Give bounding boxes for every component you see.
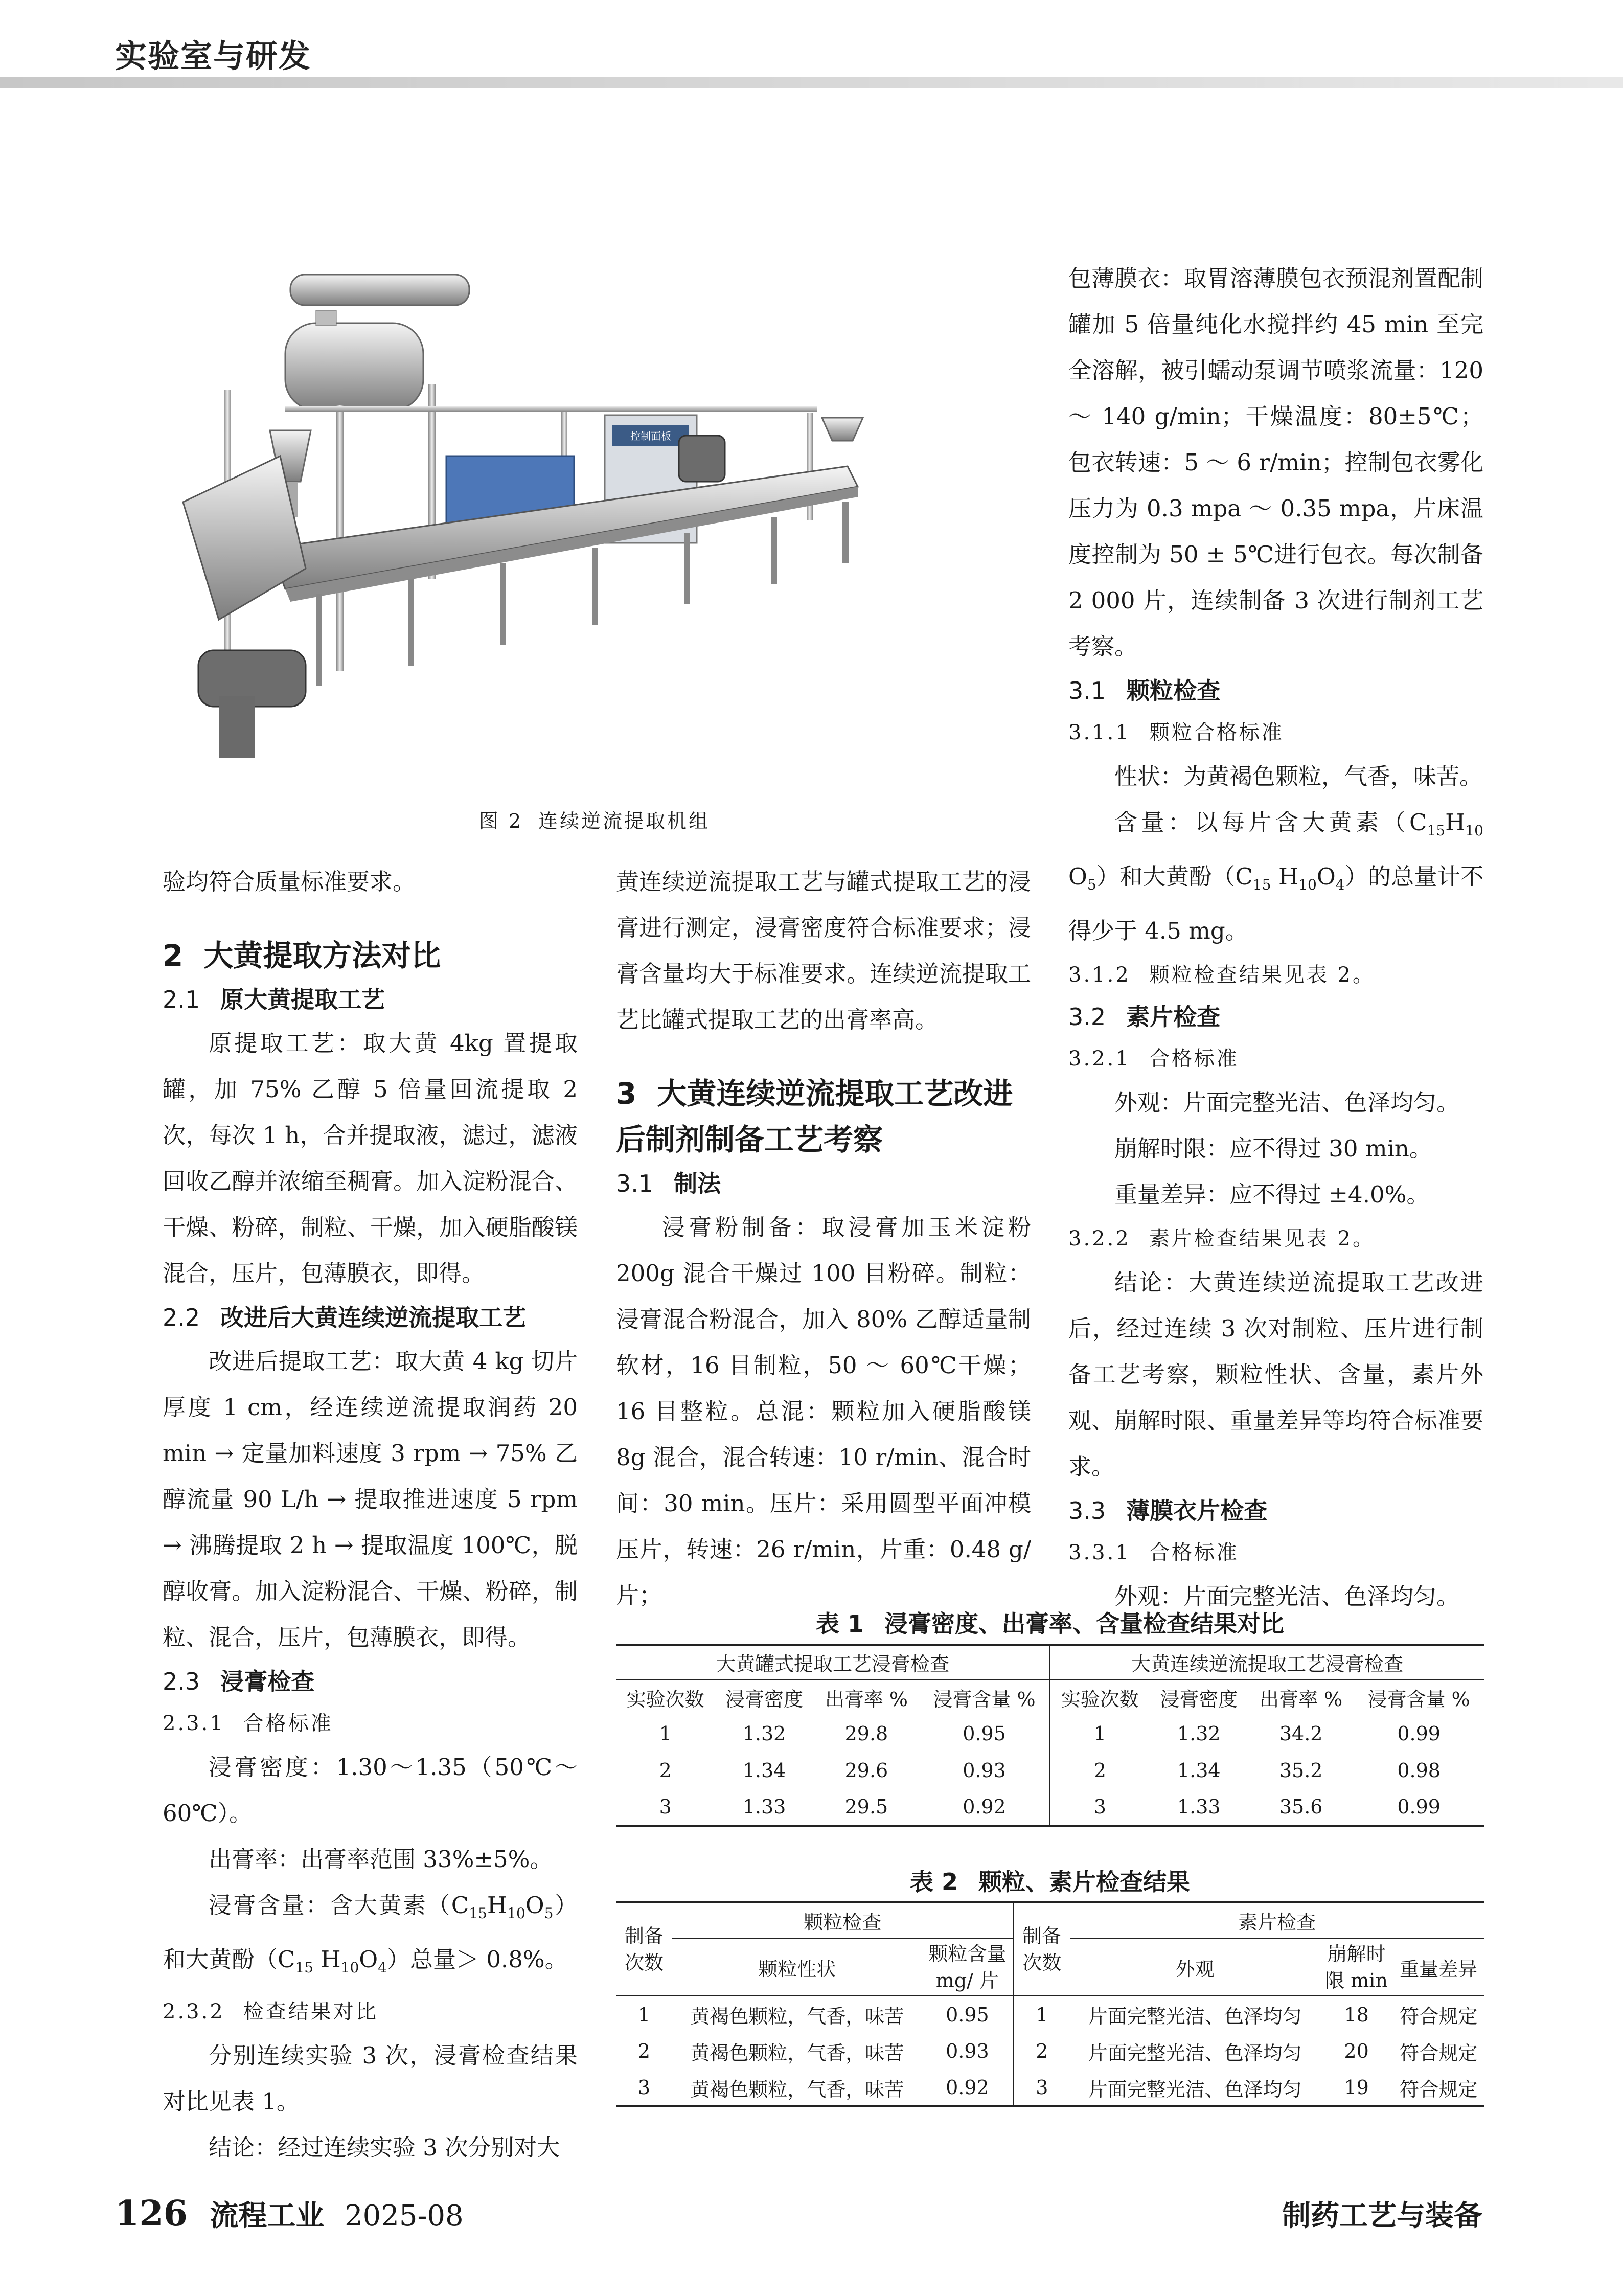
figure-caption-text: 连续逆流提取机组 [538,810,711,832]
table1 [616,1644,1484,1827]
table1-caption: 表 1 浸膏密度、出膏率、含量检查结果对比 [815,1610,1285,1638]
table-row [616,2033,1484,2070]
paragraph: 外观：片面完整光洁、色泽均匀。 [1114,1089,1460,1116]
table2-col-header: 颗粒含量 mg/ 片 [922,1939,1014,1996]
paragraph: 分别连续实验 3 次，浸膏检查结果对比见表 1。 [163,2042,578,2115]
page-footer-left [115,2193,464,2234]
table2-group-tablet: 素片检查 [1070,1902,1484,1939]
subsection-heading: 3.3 薄膜衣片检查 [1068,1497,1268,1525]
table-row [616,1996,1484,2033]
table-cell: 1.33 [1177,1795,1221,1818]
subsection-heading: 2.1 原大黄提取工艺 [163,986,385,1013]
table-cell: 1.32 [742,1722,786,1745]
table2-col-header: 崩解时 限 min [1320,1939,1393,1996]
subsection-heading: 2.2 改进后大黄连续逆流提取工艺 [163,1304,527,1331]
table2-prep-header: 制备 次数 [1013,1902,1070,1996]
paragraph: 重量差异：应不得过 ±4.0%。 [1114,1181,1430,1208]
table1-col-header: 实验次数 [1061,1688,1139,1711]
table-cell: 35.2 [1279,1759,1323,1782]
paragraph: 性状：为黄褐色颗粒，气香，味苦。 [1114,763,1483,790]
header-bar [0,77,1623,88]
page-footer-right: 制药工艺与装备 [1282,2199,1482,2233]
subsection-heading: 2.3 浸膏检查 [163,1668,315,1695]
paragraph: 结论：经过连续实验 3 次分别对大 [209,2134,560,2161]
table2-col-header: 颗粒性状 [672,1939,922,1996]
subsubsection-heading: 3.1.2 颗粒检查结果见表 2。 [1068,963,1375,987]
table-cell: 符合规定 [1400,2005,1478,2028]
table-cell: 2 [659,1759,672,1782]
table-cell: 20 [1344,2040,1369,2062]
table-cell: 0.95 [946,2003,989,2026]
table-cell: 18 [1344,2003,1369,2026]
subsubsection-heading: 3.3.1 合格标准 [1068,1541,1239,1564]
subsection-heading: 3.1 制法 [616,1170,721,1197]
journal-name: 流程工业 [210,2199,325,2233]
figure-caption [163,805,1026,833]
section-heading: 3 大黄连续逆流提取工艺改进 [616,1076,1013,1111]
table-cell: 0.92 [946,2076,989,2099]
subsubsection-heading: 2.3.1 合格标准 [163,1712,333,1735]
paragraph: 出膏率：出膏率范围 33%±5%。 [209,1846,553,1873]
table-row [616,1789,1484,1826]
table-cell: 片面完整光洁、色泽均匀 [1088,2078,1302,2101]
table1-col-header: 浸膏密度 [1160,1688,1238,1711]
table-cell: 符合规定 [1400,2041,1478,2064]
right-column [1068,256,1483,1620]
table-cell: 0.95 [919,1715,1050,1752]
table-cell: 片面完整光洁、色泽均匀 [1088,2005,1302,2028]
section-heading-cont: 后制剂制备工艺考察 [616,1122,883,1157]
subsection-heading: 3.2 素片检查 [1068,1003,1221,1031]
table2 [616,1901,1484,2107]
table-cell: 0.93 [919,1752,1050,1789]
subsubsection-heading: 3.2.2 素片检查结果见表 2。 [1068,1227,1375,1251]
paragraph: 浸膏密度：1.30～1.35（50℃～ 60℃）。 [163,1754,578,1827]
table1-col-header: 浸膏密度 [725,1688,804,1711]
table1-group-left: 大黄罐式提取工艺浸膏检查 [616,1645,1050,1679]
extraction-unit-illustration [163,262,1026,799]
table1-group-row [616,1645,1484,1679]
table-cell: 2 [637,2040,651,2062]
journal-issue: 2025-08 [344,2199,464,2233]
subsection-heading: 3.1 颗粒检查 [1068,677,1221,704]
table-cell: 3 [1093,1795,1106,1818]
table-cell: 1 [637,2003,651,2026]
paragraph: 原提取工艺：取大黄 4kg 置提取罐，加 75% 乙醇 5 倍量回流提取 2 次，每次 1 h，合并提取液，滤过，滤液回收乙醇并浓缩至稠膏。加入淀粉混合、干燥、粉碎，制粒、干燥，加入硬脂酸镁混合，压片，包薄膜衣，即得。 [163,1030,578,1287]
paragraph: 验均符合质量标准要求。 [163,868,416,895]
table-cell: 29.6 [844,1759,888,1782]
table-row [616,2070,1484,2106]
middle-column [616,859,1031,1619]
table-cell: 29.5 [844,1795,888,1818]
paragraph: 黄连续逆流提取工艺与罐式提取工艺的浸膏进行测定，浸膏密度符合标准要求；浸膏含量均大于标准要求。连续逆流提取工艺比罐式提取工艺的出膏率高。 [616,868,1031,1033]
table2-col-header: 外观 [1070,1939,1320,1996]
table1-col-header: 出膏率 % [825,1688,908,1711]
control-panel-label: 控制面板 [630,430,671,442]
table2-caption: 表 2 颗粒、素片检查结果 [909,1868,1191,1896]
table-cell: 0.92 [919,1789,1050,1826]
table-cell: 19 [1344,2076,1369,2099]
paragraph: 改进后提取工艺：取大黄 4 kg 切片厚度 1 cm，经连续逆流提取润药 20 min → 定量加料速度 3 rpm → 75% 乙醇流量 90 L/h → 提取推进速度 5 rpm → 沸腾提取 2 h → 提取温度 100℃，脱醇收膏。加入淀粉混合、干燥、粉碎，制粒、混合，压片，包薄膜衣，即得。 [163,1348,578,1651]
table-cell: 1.32 [1177,1722,1221,1745]
table2-group-row [616,1902,1484,1939]
table-cell: 3 [1013,2070,1070,2106]
table-cell: 2 [1093,1759,1106,1782]
table-row [616,1715,1484,1752]
table1-header-row [616,1679,1484,1715]
table-cell: 黄褐色颗粒，气香，味苦 [690,2078,904,2101]
table-cell: 29.8 [844,1722,888,1745]
paragraph: 崩解时限：应不得过 30 min。 [1114,1135,1432,1162]
table-cell: 3 [659,1795,672,1818]
table-cell: 0.99 [1397,1795,1441,1818]
table-cell: 1 [1013,1996,1070,2033]
paragraph: 包薄膜衣：取胃溶薄膜包衣预混剂置配制罐加 5 倍量纯化水搅拌约 45 min 至完全溶解，被引蠕动泵调节喷浆流量：120 ～ 140 g/min；干燥温度：80±5℃；包衣转速：5 ～ 6 r/min；控制包衣雾化压力为 0.3 mpa ～ 0.35 mpa，片床温度控制为 50 ± 5℃进行包衣。每次制备 2 000 片，连续制备 3 次进行制剂工艺考察。 [1068,265,1483,660]
table2-prep-header: 制备 次数 [616,1902,672,1996]
page-number: 126 [115,2193,188,2234]
paragraph: 结论：大黄连续逆流提取工艺改进后，经过连续 3 次对制粒、压片进行制备工艺考察，颗粒性状、含量，素片外观、崩解时限、重量差异等均符合标准要求。 [1068,1269,1483,1480]
table-cell: 0.99 [1397,1722,1441,1745]
paragraph: 外观：片面完整光洁、色泽均匀。 [1114,1583,1460,1610]
section-title: 实验室与研发 [115,37,312,75]
table2-group-granule: 颗粒检查 [672,1902,1013,1939]
table-cell: 片面完整光洁、色泽均匀 [1088,2041,1302,2064]
table-cell: 黄褐色颗粒，气香，味苦 [690,2041,904,2064]
paragraph: 浸膏含量：含大黄素$(C_{15}H_{10}O_5)$和大黄酚（$C_{15}$ $H_{10}O_4$）总量＞ 0.8%。 [163,1892,578,1976]
table-cell: 3 [637,2076,651,2099]
table-cell: 35.6 [1279,1795,1323,1818]
table-cell: 34.2 [1279,1722,1323,1745]
table-cell: 2 [1013,2033,1070,2070]
subsubsection-heading: 3.2.1 合格标准 [1068,1047,1239,1071]
table-cell: 黄褐色颗粒，气香，味苦 [690,2005,904,2028]
table2-col-header: 重量差异 [1393,1939,1484,1996]
table-cell: 0.98 [1397,1759,1441,1782]
table-cell: 0.93 [946,2040,989,2062]
section-heading: 2 大黄提取方法对比 [163,938,441,973]
paragraph: 含量：以每片含大黄素（$C_{15}H_{10}$ $O_5$）和大黄酚（$C_{15}$ $H_{10}O_4$）的总量计不得少于 4.5 mg。 [1068,809,1483,944]
subsubsection-heading: 2.3.2 检查结果对比 [163,2000,378,2024]
table1-col-header: 出膏率 % [1260,1688,1343,1711]
figure-number: 图 2 [478,810,523,832]
subsubsection-heading: 3.1.1 颗粒合格标准 [1068,721,1284,744]
page-header [0,0,1623,91]
table-cell: 1.34 [742,1759,786,1782]
table-cell: 1.33 [742,1795,786,1818]
left-column [163,859,578,2171]
table1-col-header: 实验次数 [626,1688,704,1711]
table-cell: 1 [1093,1722,1106,1745]
table-row [616,1752,1484,1789]
figure-photo [163,262,1026,799]
table1-col-header: 浸膏含量 % [1367,1688,1470,1711]
table1-group-right: 大黄连续逆流提取工艺浸膏检查 [1050,1645,1484,1679]
table-cell: 1 [659,1722,672,1745]
table-cell: 符合规定 [1400,2078,1478,2101]
paragraph: 浸膏粉制备：取浸膏加玉米淀粉 200g 混合干燥过 100 目粉碎。制粒：浸膏混合粉混合，加入 80% 乙醇适量制软材，16 目制粒，50 ～ 60℃干燥；16 目整粒。总混：颗粒加入硬脂酸镁 8g 混合，混合转速：10 r/min、混合时间：30 min。压片：采用圆型平面冲模压片，转速：26 r/min，片重：0.48 g/ 片； [616,1214,1031,1609]
table1-col-header: 浸膏含量 % [919,1679,1050,1715]
table-cell: 1.34 [1177,1759,1221,1782]
